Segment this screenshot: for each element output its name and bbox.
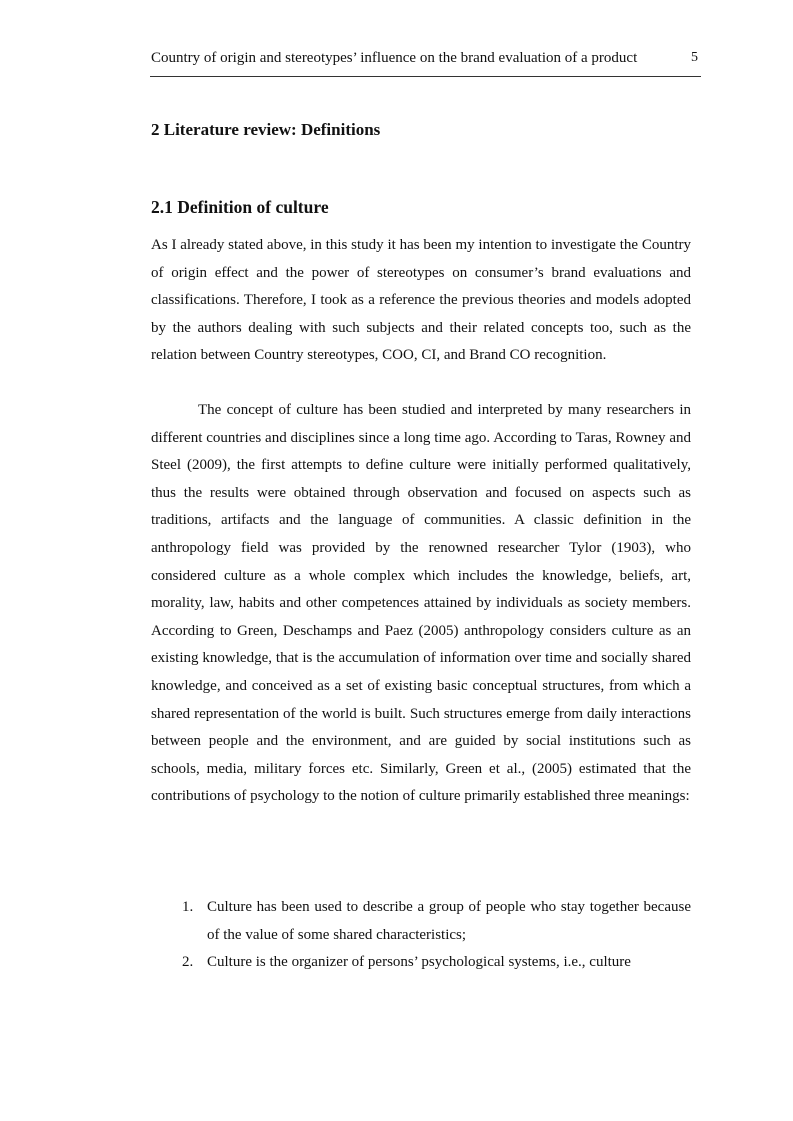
- body-paragraph-1: [151, 232, 691, 370]
- list-item: [151, 894, 691, 949]
- numbered-list: [151, 894, 691, 977]
- list-item-text: Culture is the organizer of persons’ psychological systems, i.e., culture: [207, 954, 631, 971]
- running-header: [150, 47, 700, 69]
- section-heading: 2.1 Definition of culture: [151, 197, 329, 217]
- paragraph-text: The concept of culture has been studied and interpreted by many researchers in different countries and disciplines since a long time ago. According to Taras, Rowney and Steel (2009), the first attempts to define culture were initially performed qualitatively, thus the results were obtained through observation and focused on aspects such as traditions, artifacts and the language of communities. A classic definition in the anthropology field was provided by the renowned researcher Tylor (1903), who considered culture as a whole complex which includes the knowledge, beliefs, art, morality, law, habits and other competences attained by individuals as society members. According to Green, Deschamps and Paez (2005) anthropology considers culture as an existing knowledge, that is the accumulation of information over time and socially shared knowledge, and conceived as a set of existing basic conceptual structures, from which a shared representation of the world is built. Such structures emerge from daily interactions between people and the environment, and are guided by social institutions such as schools, media, military forces etc. Similarly, Green et al., (2005) estimated that the contributions of psychology to the notion of culture primarily established three meanings:: [151, 402, 691, 805]
- header-divider: [150, 76, 701, 77]
- list-marker: 2.: [182, 954, 194, 971]
- body-paragraph-2: [151, 397, 691, 811]
- page-number: 5: [691, 50, 698, 65]
- list-item: [151, 949, 691, 977]
- chapter-heading: 2 Literature review: Definitions: [151, 120, 381, 139]
- paragraph-text: As I already stated above, in this study it has been my intention to investigate the Country of origin effect and the power of stereotypes on consumer’s brand evaluations and classifications. Therefore, I took as a reference the previous theories and models adopted by the authors dealing with such subjects and their related concepts too, such as the relation between Country stereotypes, COO, CI, and Brand CO recognition.: [151, 237, 691, 364]
- list-item-text: Culture has been used to describe a group of people who stay together because of the value of some shared characteristics;: [207, 899, 691, 943]
- running-title: Country of origin and stereotypes’ influence on the brand evaluation of a product: [151, 50, 638, 66]
- list-marker: 1.: [182, 899, 194, 915]
